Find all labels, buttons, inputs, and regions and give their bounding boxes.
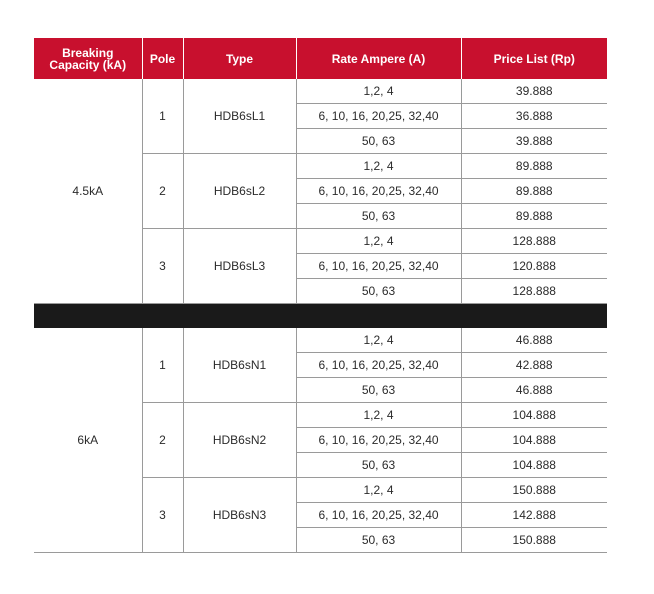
price-cell: 89.888 [461, 204, 607, 229]
ampere-cell: 6, 10, 16, 20,25, 32,40 [296, 104, 461, 129]
price-cell: 46.888 [461, 378, 607, 403]
type-cell: HDB6sL1 [183, 79, 296, 154]
pole-cell: 1 [142, 328, 183, 403]
price-table [34, 38, 607, 553]
header-rate-ampere: Rate Ampere (A) [296, 38, 461, 79]
price-cell: 104.888 [461, 428, 607, 453]
header-breaking-capacity: Breaking Capacity (kA) [34, 38, 142, 79]
ampere-cell: 1,2, 4 [296, 229, 461, 254]
ampere-cell: 1,2, 4 [296, 79, 461, 104]
ampere-cell: 50, 63 [296, 204, 461, 229]
type-cell: HDB6sL3 [183, 229, 296, 304]
ampere-cell: 6, 10, 16, 20,25, 32,40 [296, 428, 461, 453]
pole-cell: 1 [142, 79, 183, 154]
price-cell: 39.888 [461, 129, 607, 154]
pole-cell: 2 [142, 403, 183, 478]
ampere-cell: 1,2, 4 [296, 154, 461, 179]
table-body [34, 79, 607, 553]
header-price-list: Price List (Rp) [461, 38, 607, 79]
capacity-cell: 6kA [34, 328, 142, 553]
table-header [34, 38, 607, 79]
ampere-cell: 50, 63 [296, 453, 461, 478]
ampere-cell: 50, 63 [296, 528, 461, 553]
type-cell: HDB6sN1 [183, 328, 296, 403]
type-cell: HDB6sL2 [183, 154, 296, 229]
type-cell: HDB6sN2 [183, 403, 296, 478]
ampere-cell: 6, 10, 16, 20,25, 32,40 [296, 254, 461, 279]
ampere-cell: 50, 63 [296, 378, 461, 403]
pole-cell: 3 [142, 478, 183, 553]
price-cell: 104.888 [461, 403, 607, 428]
price-cell: 150.888 [461, 478, 607, 503]
price-cell: 128.888 [461, 229, 607, 254]
table-row [34, 328, 607, 353]
header-row [34, 38, 607, 79]
price-cell: 46.888 [461, 328, 607, 353]
pole-cell: 3 [142, 229, 183, 304]
separator-bar [34, 304, 607, 329]
ampere-cell: 6, 10, 16, 20,25, 32,40 [296, 353, 461, 378]
ampere-cell: 6, 10, 16, 20,25, 32,40 [296, 503, 461, 528]
price-cell: 120.888 [461, 254, 607, 279]
price-cell: 36.888 [461, 104, 607, 129]
ampere-cell: 1,2, 4 [296, 403, 461, 428]
type-cell: HDB6sN3 [183, 478, 296, 553]
price-cell: 89.888 [461, 154, 607, 179]
price-cell: 39.888 [461, 79, 607, 104]
ampere-cell: 50, 63 [296, 279, 461, 304]
pole-cell: 2 [142, 154, 183, 229]
price-cell: 142.888 [461, 503, 607, 528]
price-cell: 104.888 [461, 453, 607, 478]
ampere-cell: 1,2, 4 [296, 478, 461, 503]
capacity-cell: 4.5kA [34, 79, 142, 304]
price-cell: 150.888 [461, 528, 607, 553]
price-cell: 128.888 [461, 279, 607, 304]
ampere-cell: 6, 10, 16, 20,25, 32,40 [296, 179, 461, 204]
header-type: Type [183, 38, 296, 79]
price-cell: 89.888 [461, 179, 607, 204]
header-pole: Pole [142, 38, 183, 79]
section-separator [34, 304, 607, 329]
price-cell: 42.888 [461, 353, 607, 378]
table-row [34, 79, 607, 104]
ampere-cell: 1,2, 4 [296, 328, 461, 353]
ampere-cell: 50, 63 [296, 129, 461, 154]
